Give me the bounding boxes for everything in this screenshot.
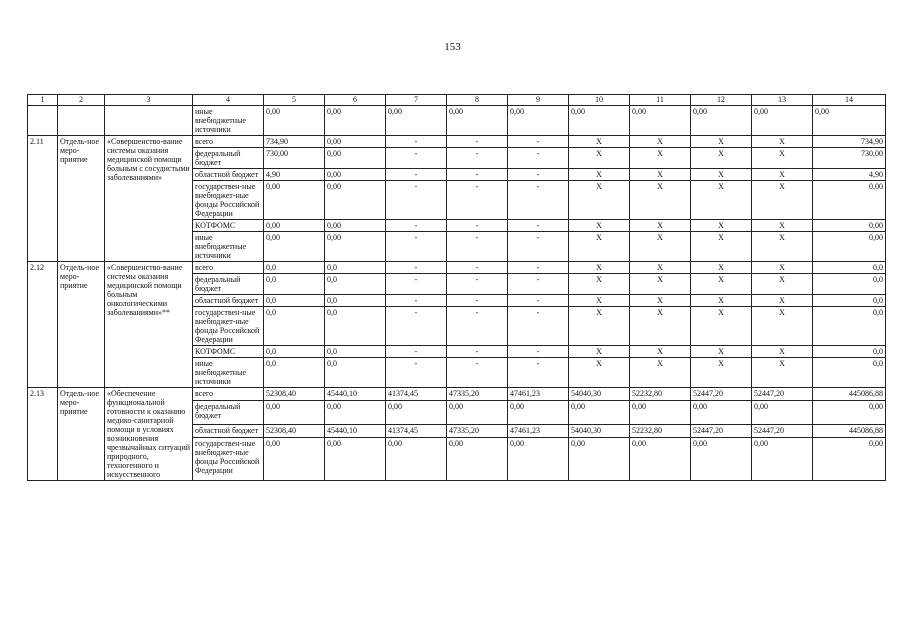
value-cell: 0,00	[325, 220, 386, 232]
value-cell: 4,90	[813, 169, 886, 181]
value-cell: 0,00	[325, 181, 386, 220]
value-cell: -	[508, 148, 569, 169]
value-cell: X	[752, 169, 813, 181]
value-cell: 0,00	[813, 437, 886, 480]
value-cell: X	[752, 346, 813, 358]
value-cell: -	[447, 169, 508, 181]
value-cell: 0,00	[264, 220, 325, 232]
column-number: 2	[58, 95, 105, 106]
value-cell: 0,00	[325, 106, 386, 136]
source-cell: иные внебюджетные источники	[193, 232, 264, 262]
value-cell: 0,00	[447, 106, 508, 136]
value-cell: 0,0	[813, 295, 886, 307]
value-cell: 0,00	[813, 220, 886, 232]
value-cell: -	[508, 181, 569, 220]
value-cell: 0,00	[386, 106, 447, 136]
value-cell: X	[630, 220, 691, 232]
value-cell: 0,00	[325, 401, 386, 424]
value-cell: -	[508, 220, 569, 232]
value-cell: 0,0	[264, 358, 325, 388]
budget-table	[27, 94, 886, 481]
column-number: 12	[691, 95, 752, 106]
value-cell: X	[691, 136, 752, 148]
value-cell: 0,00	[752, 106, 813, 136]
value-cell: X	[752, 220, 813, 232]
source-cell: государствен-ные внебюджет-ные фонды Российской Федерации	[193, 437, 264, 480]
value-cell: X	[569, 232, 630, 262]
column-number: 10	[569, 95, 630, 106]
value-cell: X	[630, 148, 691, 169]
value-cell: 0,00	[264, 401, 325, 424]
value-cell: X	[630, 307, 691, 346]
source-cell: областной бюджет	[193, 295, 264, 307]
value-cell: X	[630, 262, 691, 274]
value-cell: 0,00	[813, 232, 886, 262]
value-cell: 0,0	[813, 274, 886, 295]
value-cell: 0,00	[325, 148, 386, 169]
value-cell: 734,90	[264, 136, 325, 148]
value-cell: X	[691, 358, 752, 388]
value-cell: 0,00	[569, 401, 630, 424]
source-cell: государствен-ные внебюджет-ные фонды Российской Федерации	[193, 307, 264, 346]
column-number: 11	[630, 95, 691, 106]
value-cell: 0,00	[264, 232, 325, 262]
value-cell: 0,00	[630, 437, 691, 480]
value-cell: X	[691, 274, 752, 295]
value-cell: -	[386, 358, 447, 388]
measure-code: 2.13	[28, 388, 58, 481]
value-cell: 0,00	[752, 437, 813, 480]
value-cell: 47461,23	[508, 388, 569, 401]
source-cell: федеральный бюджет	[193, 274, 264, 295]
value-cell: 0,00	[569, 437, 630, 480]
value-cell: X	[630, 136, 691, 148]
value-cell: 0,00	[386, 437, 447, 480]
value-cell: -	[508, 295, 569, 307]
value-cell: X	[630, 274, 691, 295]
value-cell: X	[752, 307, 813, 346]
value-cell: X	[691, 148, 752, 169]
table-row	[28, 136, 886, 148]
value-cell: 52232,80	[630, 388, 691, 401]
measure-name: «Обеспечение функциональной готовности к оказанию медико-санитарной помощи в условиях возникновения чрезвычайных ситуаций природного, техногенного и искусственного	[105, 388, 193, 481]
value-cell: 0,0	[264, 262, 325, 274]
value-cell: 0,0	[325, 262, 386, 274]
value-cell: -	[386, 346, 447, 358]
value-cell: -	[386, 295, 447, 307]
value-cell: X	[691, 220, 752, 232]
value-cell: 0,0	[325, 358, 386, 388]
value-cell: X	[752, 274, 813, 295]
value-cell: 0,00	[630, 106, 691, 136]
value-cell: 45440,10	[325, 388, 386, 401]
value-cell: 0,00	[508, 106, 569, 136]
value-cell: 0,00	[508, 401, 569, 424]
value-cell: -	[508, 358, 569, 388]
value-cell: -	[386, 274, 447, 295]
value-cell: -	[447, 136, 508, 148]
measure-name: «Совершенство-вание системы оказания медицинской помощи больным онкологическими заболеваниями»**	[105, 262, 193, 388]
source-cell: областной бюджет	[193, 424, 264, 437]
value-cell: -	[386, 232, 447, 262]
value-cell: X	[630, 346, 691, 358]
value-cell: -	[508, 169, 569, 181]
type-cell	[58, 106, 105, 136]
value-cell: 0,00	[630, 401, 691, 424]
value-cell: 52447,20	[691, 388, 752, 401]
measure-type: Отдель-ное меро-приятие	[58, 388, 105, 481]
value-cell: 0,0	[813, 262, 886, 274]
table-row	[28, 388, 886, 401]
value-cell: -	[386, 220, 447, 232]
value-cell: X	[752, 136, 813, 148]
value-cell: 0,00	[264, 181, 325, 220]
value-cell: 47335,20	[447, 424, 508, 437]
value-cell: 0,00	[325, 437, 386, 480]
value-cell: 0,0	[813, 358, 886, 388]
value-cell: -	[508, 136, 569, 148]
value-cell: 0,00	[813, 106, 886, 136]
value-cell: X	[691, 346, 752, 358]
value-cell: X	[691, 232, 752, 262]
value-cell: X	[630, 232, 691, 262]
value-cell: 0,00	[264, 437, 325, 480]
source-cell: КОТФОМС	[193, 220, 264, 232]
value-cell: X	[752, 358, 813, 388]
value-cell: 0,00	[447, 437, 508, 480]
column-number: 4	[193, 95, 264, 106]
column-number: 5	[264, 95, 325, 106]
value-cell: 0,0	[264, 307, 325, 346]
value-cell: X	[569, 358, 630, 388]
value-cell: -	[386, 262, 447, 274]
value-cell: -	[386, 148, 447, 169]
name-cell	[105, 106, 193, 136]
header-row	[28, 95, 886, 106]
value-cell: -	[447, 358, 508, 388]
value-cell: -	[447, 295, 508, 307]
source-cell: федеральный бюджет	[193, 401, 264, 424]
table-row	[28, 106, 886, 136]
value-cell: 52308,40	[264, 388, 325, 401]
value-cell: 0,00	[691, 106, 752, 136]
value-cell: -	[447, 232, 508, 262]
value-cell: -	[447, 262, 508, 274]
value-cell: -	[386, 169, 447, 181]
value-cell: -	[386, 307, 447, 346]
table-row	[28, 262, 886, 274]
source-cell: федеральный бюджет	[193, 148, 264, 169]
value-cell: X	[569, 220, 630, 232]
value-cell: 730,00	[813, 148, 886, 169]
value-cell: 0,00	[691, 401, 752, 424]
value-cell: -	[386, 136, 447, 148]
value-cell: 734,90	[813, 136, 886, 148]
value-cell: X	[752, 262, 813, 274]
value-cell: 445086,88	[813, 424, 886, 437]
value-cell: 0,0	[325, 295, 386, 307]
column-number: 8	[447, 95, 508, 106]
value-cell: X	[569, 181, 630, 220]
source-cell: всего	[193, 388, 264, 401]
value-cell: -	[508, 307, 569, 346]
measure-name: «Совершенство-вание системы оказания медицинской помощи больным с сосудистыми заболеваниями»	[105, 136, 193, 262]
value-cell: X	[630, 169, 691, 181]
value-cell: 0,0	[325, 346, 386, 358]
value-cell: X	[630, 181, 691, 220]
value-cell: 0,0	[264, 346, 325, 358]
value-cell: 0,00	[569, 106, 630, 136]
value-cell: X	[691, 181, 752, 220]
value-cell: 0,0	[325, 307, 386, 346]
value-cell: -	[508, 262, 569, 274]
page-number: 153	[444, 41, 461, 53]
column-number: 3	[105, 95, 193, 106]
code-cell	[28, 106, 58, 136]
value-cell: X	[752, 181, 813, 220]
column-number: 6	[325, 95, 386, 106]
value-cell: 0,00	[813, 401, 886, 424]
value-cell: X	[691, 307, 752, 346]
source-cell: областной бюджет	[193, 169, 264, 181]
value-cell: 0,00	[325, 169, 386, 181]
value-cell: 0,00	[752, 401, 813, 424]
value-cell: 730,00	[264, 148, 325, 169]
value-cell: 47335,20	[447, 388, 508, 401]
value-cell: 0,00	[325, 232, 386, 262]
value-cell: 0,0	[264, 274, 325, 295]
value-cell: -	[508, 274, 569, 295]
value-cell: 0,0	[813, 346, 886, 358]
value-cell: X	[569, 136, 630, 148]
source-cell: всего	[193, 136, 264, 148]
value-cell: -	[447, 307, 508, 346]
value-cell: X	[569, 274, 630, 295]
column-number: 7	[386, 95, 447, 106]
value-cell: X	[691, 169, 752, 181]
value-cell: 41374,45	[386, 424, 447, 437]
value-cell: -	[386, 181, 447, 220]
value-cell: -	[447, 220, 508, 232]
value-cell: X	[569, 307, 630, 346]
value-cell: 52447,20	[752, 388, 813, 401]
source-cell: государствен-ные внебюджет-ные фонды Российской Федерации	[193, 181, 264, 220]
value-cell: 0,00	[386, 401, 447, 424]
value-cell: 52447,20	[691, 424, 752, 437]
value-cell: X	[752, 148, 813, 169]
value-cell: 0,00	[508, 437, 569, 480]
value-cell: 0,0	[325, 274, 386, 295]
value-cell: -	[447, 181, 508, 220]
value-cell: X	[691, 295, 752, 307]
value-cell: X	[569, 262, 630, 274]
measure-type: Отдель-ное меро-приятие	[58, 262, 105, 388]
column-number: 9	[508, 95, 569, 106]
value-cell: X	[569, 169, 630, 181]
value-cell: -	[447, 148, 508, 169]
value-cell: 0,00	[813, 181, 886, 220]
value-cell: -	[508, 232, 569, 262]
value-cell: X	[691, 262, 752, 274]
value-cell: -	[447, 274, 508, 295]
measure-type: Отдель-ное меро-приятие	[58, 136, 105, 262]
value-cell: 52232,80	[630, 424, 691, 437]
value-cell: 41374,45	[386, 388, 447, 401]
measure-code: 2.12	[28, 262, 58, 388]
value-cell: 0,0	[813, 307, 886, 346]
value-cell: 52308,40	[264, 424, 325, 437]
column-number: 14	[813, 95, 886, 106]
value-cell: X	[752, 295, 813, 307]
source-cell: иные внебюджетные источники	[193, 106, 264, 136]
source-cell: иные внебюджетные источники	[193, 358, 264, 388]
value-cell: 0,00	[264, 106, 325, 136]
column-number: 13	[752, 95, 813, 106]
value-cell: X	[569, 346, 630, 358]
measure-code: 2.11	[28, 136, 58, 262]
value-cell: 4,90	[264, 169, 325, 181]
value-cell: X	[752, 232, 813, 262]
value-cell: 45440,10	[325, 424, 386, 437]
value-cell: 52447,20	[752, 424, 813, 437]
value-cell: X	[630, 358, 691, 388]
value-cell: 0,00	[447, 401, 508, 424]
value-cell: 0,00	[325, 136, 386, 148]
value-cell: 47461,23	[508, 424, 569, 437]
value-cell: X	[569, 148, 630, 169]
source-cell: всего	[193, 262, 264, 274]
value-cell: X	[569, 295, 630, 307]
value-cell: 0,00	[691, 437, 752, 480]
value-cell: -	[447, 346, 508, 358]
value-cell: -	[508, 346, 569, 358]
source-cell: КОТФОМС	[193, 346, 264, 358]
value-cell: 54040,30	[569, 424, 630, 437]
column-number: 1	[28, 95, 58, 106]
value-cell: 445086,88	[813, 388, 886, 401]
value-cell: 54040,30	[569, 388, 630, 401]
value-cell: 0,0	[264, 295, 325, 307]
value-cell: X	[630, 295, 691, 307]
